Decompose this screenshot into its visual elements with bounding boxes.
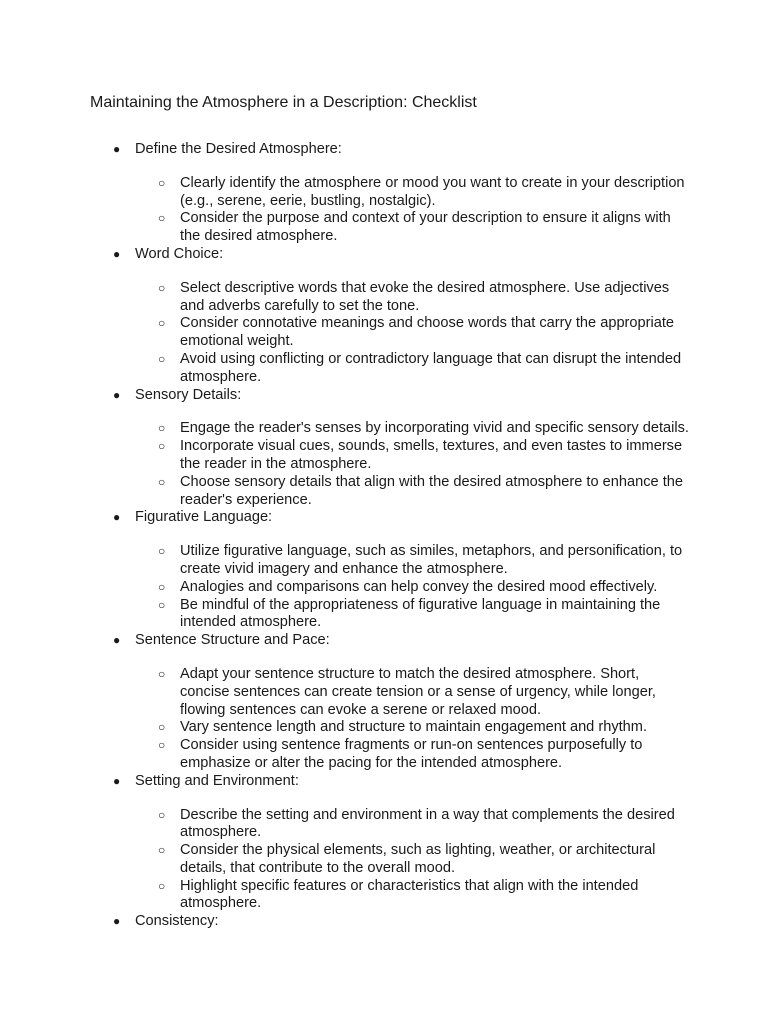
list-item-text: Describe the setting and environment in a way that complements the desired atmosphere. xyxy=(180,806,675,841)
list-item-text: Utilize figurative language, such as similes, metaphors, and personification, to create vivid imagery and enhance the atmosphere. xyxy=(180,543,683,577)
list-item xyxy=(135,737,690,773)
bullet-filled-icon: ● xyxy=(113,773,121,788)
bullet-filled-icon: ● xyxy=(113,633,121,648)
list-item-text: Clearly identify the atmosphere or mood you want to create in your description (e.g., serene, eerie, bustling, nostalgic). xyxy=(180,174,685,209)
list-item xyxy=(135,474,690,510)
checklist-section xyxy=(0,913,768,931)
section-heading: Sentence Structure and Pace: xyxy=(135,632,330,649)
list-item-text: Avoid using conflicting or contradictory language that can disrupt the intended atmosphere. xyxy=(180,350,682,385)
bullet-hollow-icon: ○ xyxy=(158,421,166,436)
section-heading: Setting and Environment: xyxy=(135,772,299,789)
list-item xyxy=(135,666,690,719)
checklist-section xyxy=(0,632,768,773)
checklist-section xyxy=(0,387,768,510)
list-item xyxy=(135,420,690,438)
list-item xyxy=(135,438,690,474)
list-item xyxy=(135,807,690,843)
bullet-hollow-icon: ○ xyxy=(158,211,166,226)
list-item xyxy=(135,579,690,597)
bullet-hollow-icon: ○ xyxy=(158,439,166,454)
list-item-text: Consider connotative meanings and choose words that carry the appropriate emotional weight. xyxy=(180,315,675,350)
list-item-text: Vary sentence length and structure to maintain engagement and rhythm. xyxy=(180,719,648,736)
bullet-hollow-icon: ○ xyxy=(158,544,166,559)
checklist xyxy=(0,141,768,931)
bullet-hollow-icon: ○ xyxy=(158,597,166,612)
list-item-text: Incorporate visual cues, sounds, smells, textures, and even tastes to immerse the reader in the atmosphere. xyxy=(180,438,683,472)
section-heading: Sensory Details: xyxy=(135,386,242,403)
list-item-text: Analogies and comparisons can help convey the desired mood effectively. xyxy=(180,578,658,595)
section-item-list xyxy=(135,807,768,914)
list-item xyxy=(135,719,690,737)
list-item-text: Adapt your sentence structure to match the desired atmosphere. Short, concise sentences can create tension or a sense of urgency, while longer, flowing sentences can evoke a serene or relaxed mood. xyxy=(180,665,656,718)
list-item xyxy=(135,210,690,246)
bullet-hollow-icon: ○ xyxy=(158,579,166,594)
section-heading: Define the Desired Atmosphere: xyxy=(135,141,342,157)
bullet-filled-icon: ● xyxy=(113,387,121,402)
list-item-text: Choose sensory details that align with the desired atmosphere to enhance the reader's experience. xyxy=(180,473,683,508)
list-item xyxy=(135,175,690,211)
bullet-hollow-icon: ○ xyxy=(158,280,166,295)
checklist-section xyxy=(0,141,768,246)
section-item-list xyxy=(135,543,768,632)
bullet-hollow-icon: ○ xyxy=(158,720,166,735)
list-item xyxy=(135,543,690,579)
list-item xyxy=(135,597,690,633)
list-item-text: Consider the physical elements, such as lighting, weather, or architectural details, that contribute to the overall mood. xyxy=(180,842,656,876)
list-item-text: Be mindful of the appropriateness of figurative language in maintaining the intended atmosphere. xyxy=(180,596,661,631)
section-item-list xyxy=(135,175,768,246)
section-heading: Word Choice: xyxy=(135,245,224,262)
bullet-filled-icon: ● xyxy=(113,914,121,929)
section-item-list xyxy=(135,420,768,509)
list-item xyxy=(135,280,690,316)
list-item xyxy=(135,878,690,914)
list-item xyxy=(135,842,690,878)
section-heading: Figurative Language: xyxy=(135,509,273,526)
checklist-section xyxy=(0,509,768,632)
section-item-list xyxy=(135,666,768,773)
section-item-list xyxy=(135,280,768,387)
bullet-hollow-icon: ○ xyxy=(158,666,166,681)
bullet-hollow-icon: ○ xyxy=(158,351,166,366)
bullet-hollow-icon: ○ xyxy=(158,807,166,822)
list-item-text: Consider using sentence fragments or run-on sentences purposefully to emphasize or alter the pacing for the intended atmosphere. xyxy=(180,737,643,771)
list-item-text: Select descriptive words that evoke the desired atmosphere. Use adjectives and adverbs carefully to set the tone. xyxy=(180,279,670,314)
list-item-text: Consider the purpose and context of your description to ensure it aligns with the desired atmosphere. xyxy=(180,210,671,245)
bullet-hollow-icon: ○ xyxy=(158,474,166,489)
bullet-hollow-icon: ○ xyxy=(158,175,166,190)
bullet-filled-icon: ● xyxy=(113,142,121,156)
bullet-hollow-icon: ○ xyxy=(158,316,166,331)
document-title: Maintaining the Atmosphere in a Description: Checklist xyxy=(90,94,477,111)
bullet-hollow-icon: ○ xyxy=(158,878,166,893)
list-item xyxy=(135,315,690,351)
checklist-section xyxy=(0,773,768,914)
list-item-text: Highlight specific features or characteristics that align with the intended atmosphere. xyxy=(180,877,639,912)
list-item-text: Engage the reader's senses by incorporating vivid and specific sensory details. xyxy=(180,420,689,437)
section-heading: Consistency: xyxy=(135,913,219,930)
bullet-hollow-icon: ○ xyxy=(158,843,166,858)
list-item xyxy=(135,351,690,387)
checklist-section xyxy=(0,246,768,387)
bullet-hollow-icon: ○ xyxy=(158,738,166,753)
bullet-filled-icon: ● xyxy=(113,246,121,261)
bullet-filled-icon: ● xyxy=(113,510,121,525)
